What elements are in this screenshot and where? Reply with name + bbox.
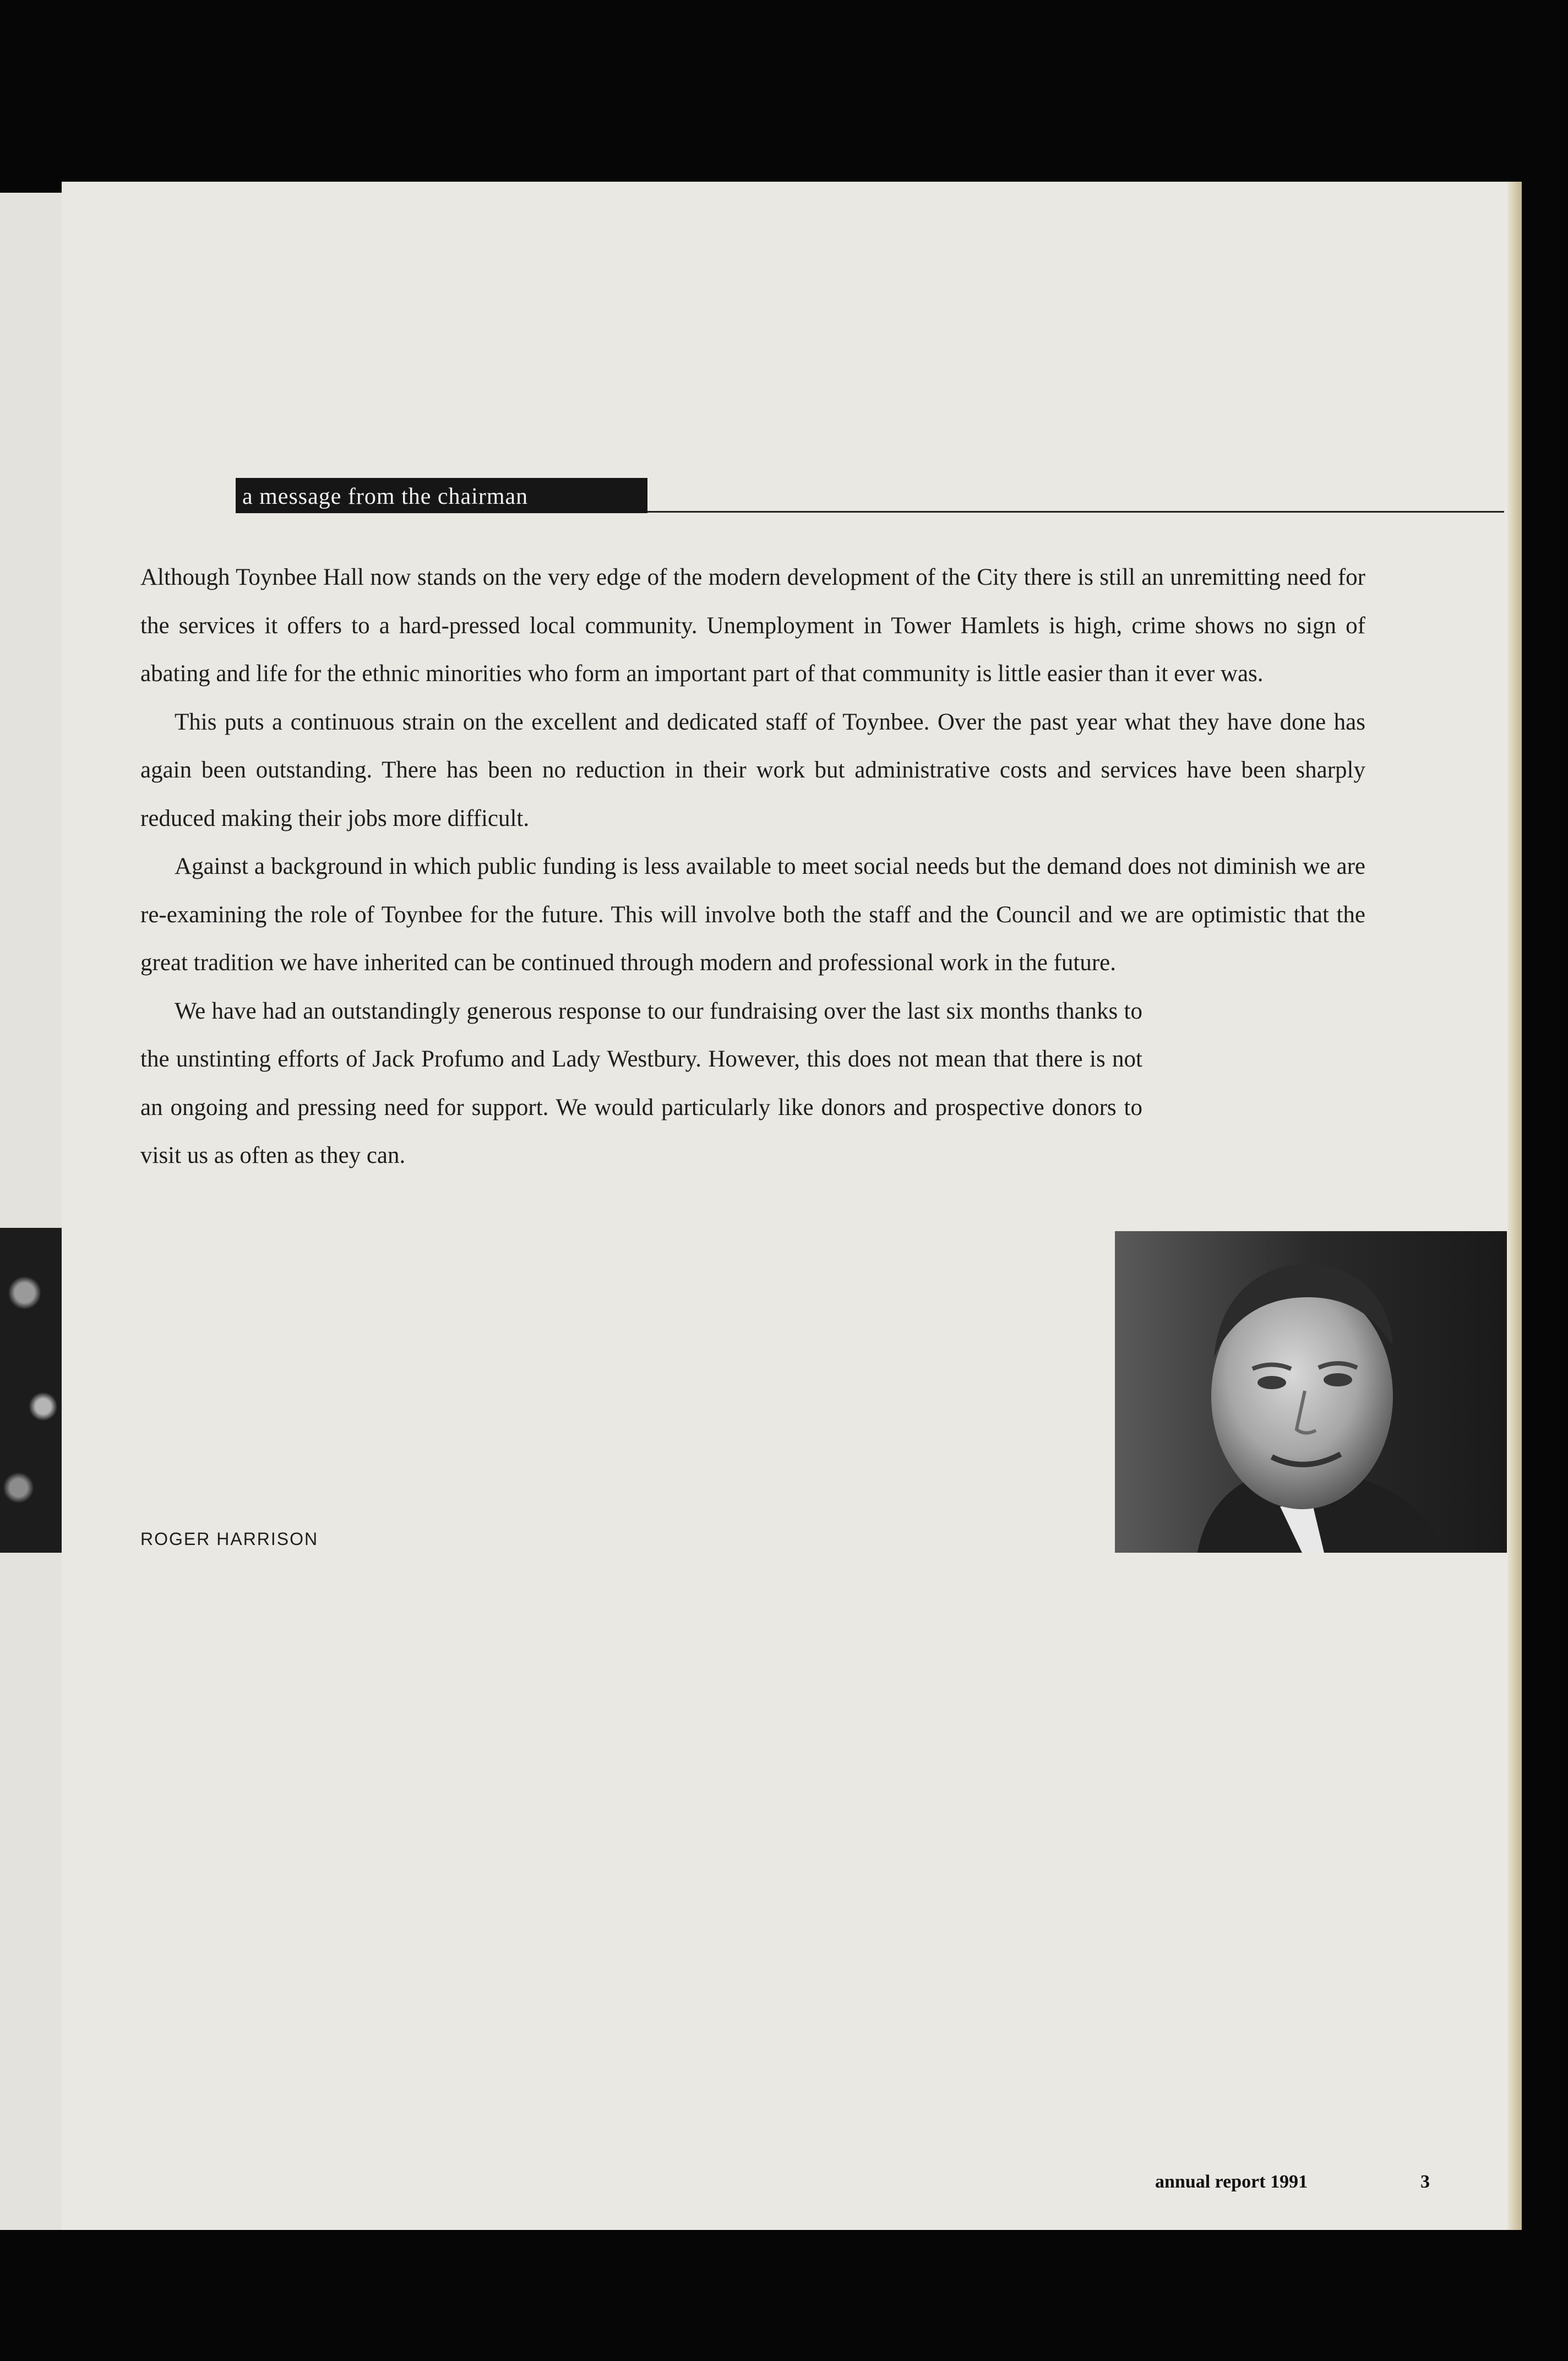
facing-page [0,193,70,2230]
section-header-rule [647,511,1504,513]
paragraph-3: Against a background in which public funding is less available to meet social needs but the demand does not diminish we are re-examining the role of Toynbee for the future. This will involve both the staff and the Council and we are optimistic that the great tradition we have inherited can be continued through modern and professional work in the future. [140,853,1365,976]
paragraph-4: We have had an outstandingly generous response to our fundraising over the last six months thanks to the unstinting efforts of Jack Profumo and Lady Westbury. However, this does not mean that there is not an ongoing and pressing need for support. We would particularly like donors and prospective donors to visit us as often as they can. [140,998,1142,1168]
facing-page-photo [0,1228,62,1553]
section-header-bar [236,478,647,513]
signature: ROGER HARRISON [140,1529,319,1549]
page-number: 3 [1420,2172,1430,2192]
footer-report-title: annual report 1991 [1155,2172,1308,2192]
paragraph-2: This puts a continuous strain on the excellent and dedicated staff of Toynbee. Over the past year what they have done has again been outstanding. There has been no reduction in their work but administrative costs and services have been sharply reduced making their jobs more difficult. [140,709,1365,831]
page-edge [1507,182,1522,2230]
chairman-portrait [1115,1231,1507,1553]
section-header-title: a message from the chairman [242,484,529,509]
paragraph-1: Although Toynbee Hall now stands on the very edge of the modern development of the City there is still an unremitting need for the services it offers to a hard-pressed local community. Unemployment in Tower Hamlets is high, crime shows no sign of abating and life for the ethnic minorities who form an important part of that community is little easier than it ever was. [140,564,1365,687]
message-body [140,553,1365,1180]
